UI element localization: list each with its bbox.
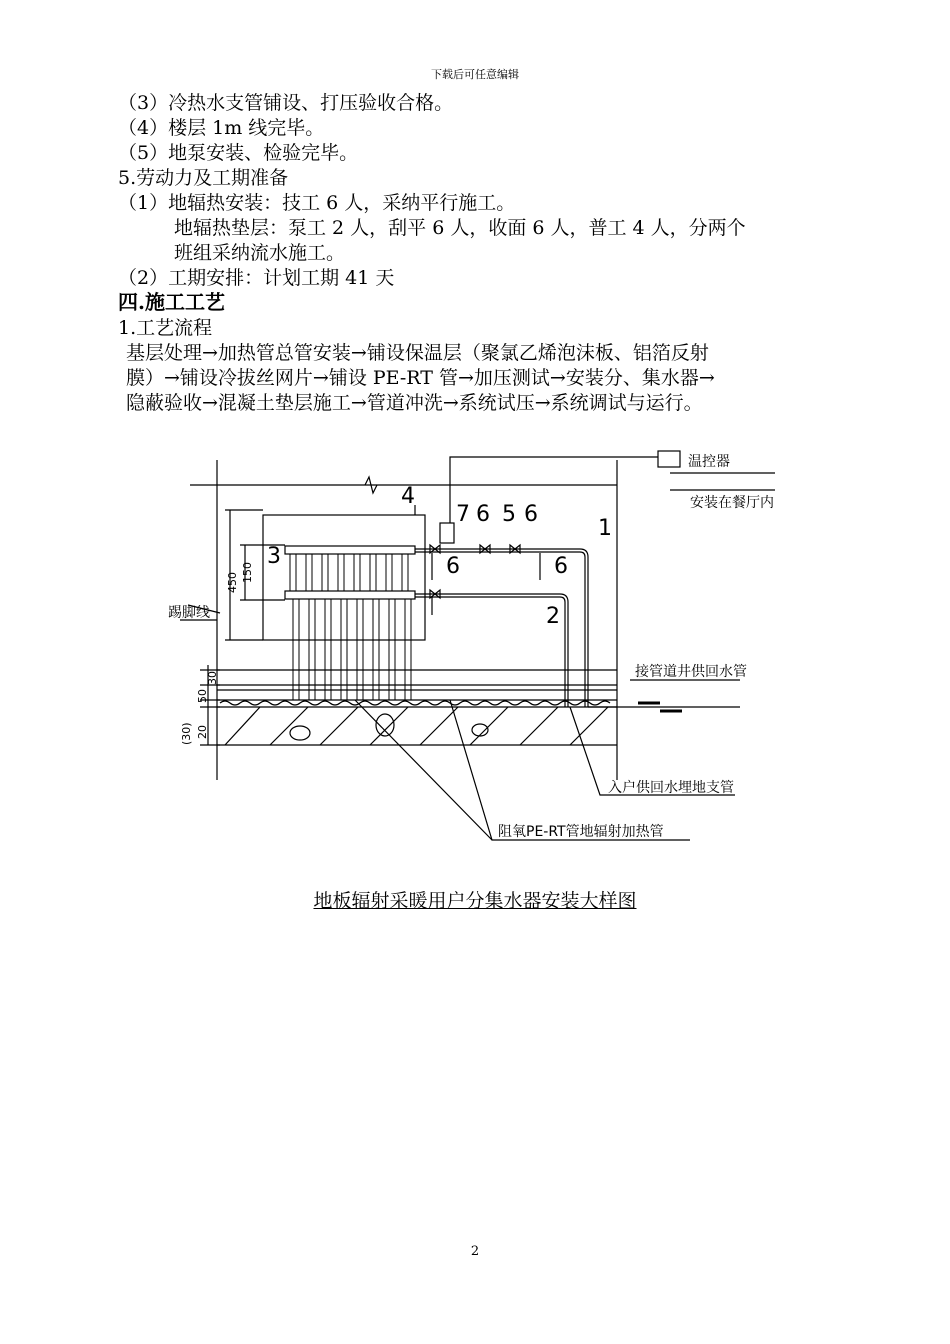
callout-5: 5: [502, 502, 516, 527]
section-heading-labor: 5.劳动力及工期准备: [118, 167, 289, 189]
subheading-flow: 1.工艺流程: [118, 317, 213, 339]
text-line-1: （3）冷热水支管铺设、打压验收合格。: [118, 92, 454, 114]
callout-3: 3: [267, 544, 281, 569]
label-pert-pipe: 阻氧PE-RT管地辐射加热管: [498, 824, 664, 840]
label-skirting: 踢脚线: [168, 605, 210, 621]
label-install-location: 安装在餐厅内: [690, 495, 774, 511]
dim-30-paren: (30): [180, 722, 193, 745]
label-branch-pipe: 入户供回水埋地支管: [608, 780, 734, 796]
label-thermostat: 温控器: [688, 454, 730, 470]
text-line-5: （1）地辐热安装：技工 6 人，采纳平行施工。: [118, 192, 516, 214]
callout-2: 2: [546, 604, 560, 629]
section-heading-process: 四.施工工艺: [118, 290, 225, 314]
callout-6b: 6: [524, 502, 538, 527]
text-line-7: 班组采纳流水施工。: [174, 242, 346, 264]
manifold-installation-drawing: [160, 445, 800, 855]
callout-6a: 6: [476, 502, 490, 527]
callout-6c: 6: [446, 554, 460, 579]
callout-7: 7: [456, 502, 470, 527]
callout-6d: 6: [554, 554, 568, 579]
page-header: 下载后可任意编辑: [431, 68, 519, 81]
dim-450: 450: [226, 572, 239, 593]
dim-50: 50: [196, 689, 209, 703]
text-line-3: （5）地泵安装、检验完毕。: [118, 142, 359, 164]
text-line-11: 基层处理→加热管总管安装→铺设保温层（聚氯乙烯泡沫板、铝箔反射: [126, 342, 709, 364]
figure-caption: [0, 886, 950, 913]
callout-4: 4: [401, 484, 415, 509]
figure-caption-text: 地板辐射采暖用户分集水器安装大样图: [313, 890, 637, 912]
dim-20: 20: [196, 725, 209, 739]
label-shaft-pipe: 接管道井供回水管: [635, 664, 747, 680]
text-line-13: 隐蔽验收→混凝土垫层施工→管道冲洗→系统试压→系统调试与运行。: [126, 392, 703, 414]
text-line-12: 膜）→铺设冷拔丝网片→铺设 PE-RT 管→加压测试→安装分、集水器→: [126, 367, 715, 389]
text-line-6: 地辐热垫层：泵工 2 人，刮平 6 人，收面 6 人，普工 4 人，分两个: [174, 217, 746, 239]
dim-150: 150: [241, 562, 254, 583]
page-number: 2: [470, 1244, 480, 1259]
text-line-2: （4）楼层 1m 线完毕。: [118, 117, 325, 139]
text-line-8: （2）工期安排：计划工期 41 天: [118, 267, 395, 289]
dim-30: 30: [206, 671, 219, 685]
callout-1: 1: [598, 516, 612, 541]
